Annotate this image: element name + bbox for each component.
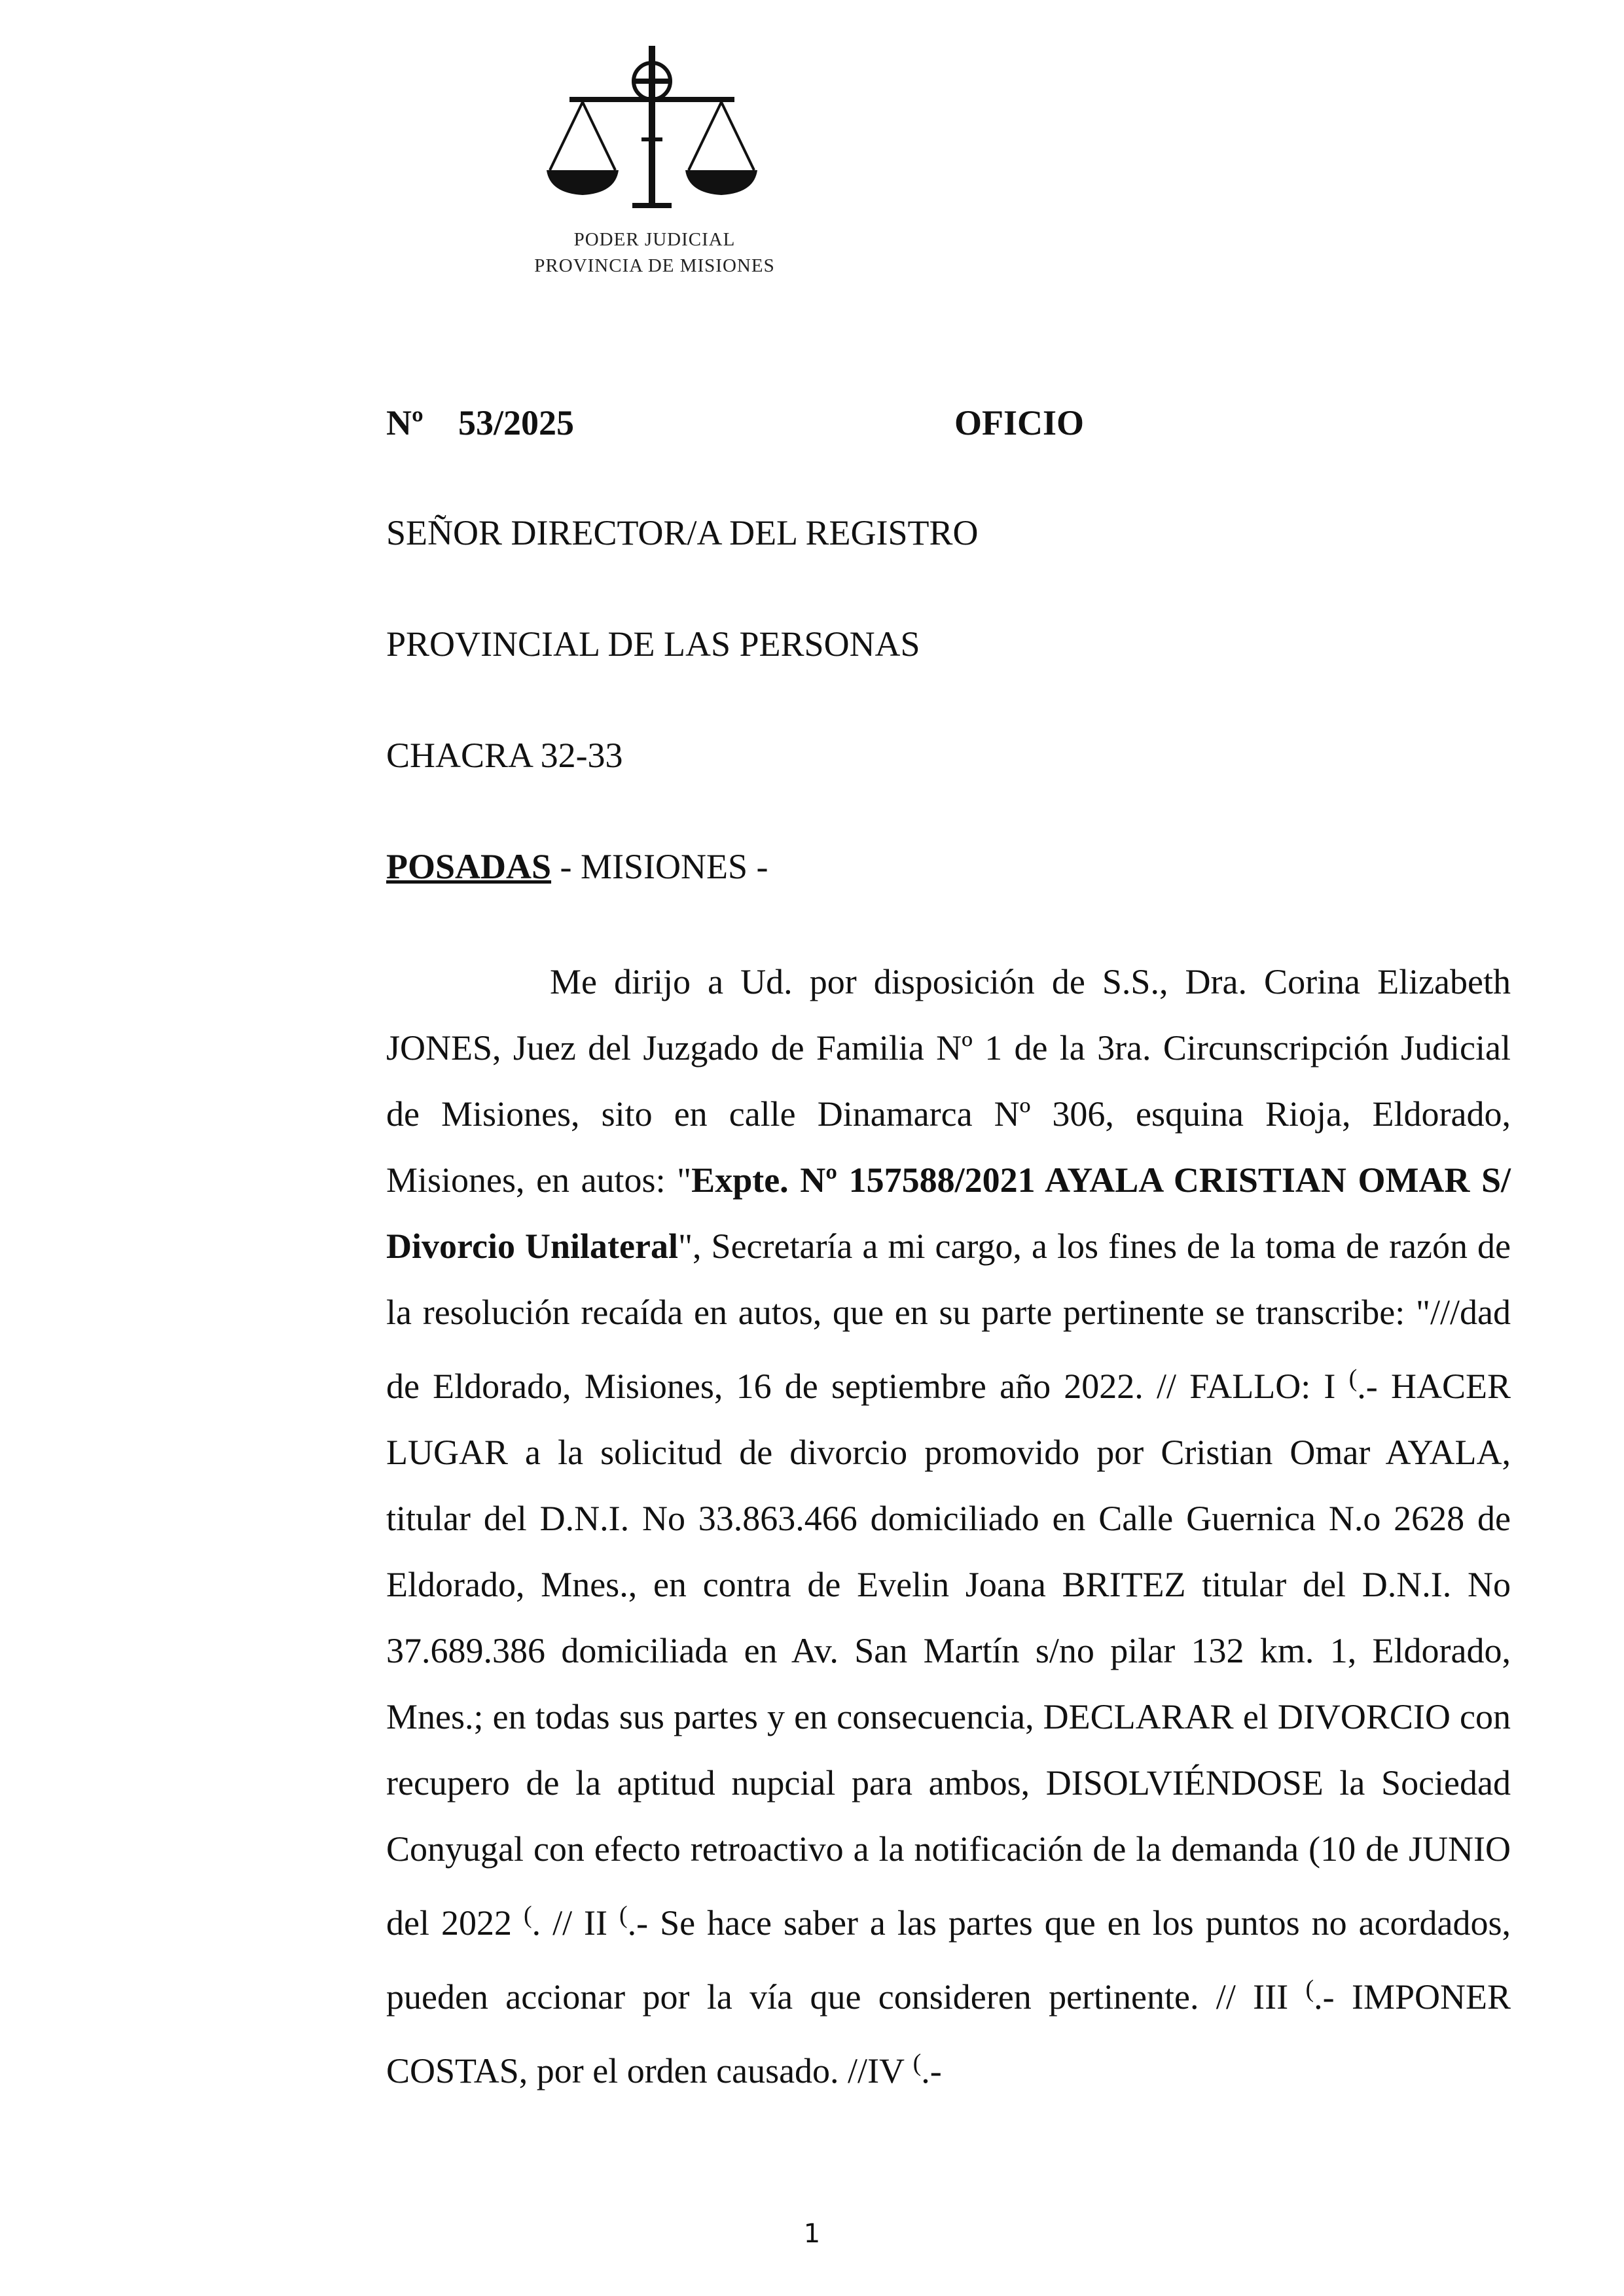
recipient-line2: PROVINCIAL DE LAS PERSONAS — [386, 624, 920, 664]
recipient-line1: SEÑOR DIRECTOR/A DEL REGISTRO — [386, 513, 979, 552]
glyph-mark: ( — [1305, 1975, 1314, 2003]
body-paragraph — [386, 949, 1511, 2104]
body-text-part7: .- — [921, 2051, 942, 2090]
recipient-line3: CHACRA 32-33 — [386, 736, 623, 775]
document-number: 53/2025 — [458, 403, 575, 442]
body-text-part4: . // II — [532, 1903, 620, 1943]
logo-text-line2: PROVINCIA DE MISIONES — [534, 255, 775, 276]
body-text-part2: ", Secretaría a mi cargo, a los fines de la toma de razón de la resolución recaída en autos, que en su parte pertinente se transcribe: "///dad de Eldorado, Misiones, 16 de septiembre año 2022. // FALLO: I — [386, 1227, 1511, 1406]
scales-of-justice-icon — [543, 39, 766, 223]
body-text-part6: .- IMPONER COSTAS, por el orden causado. //IV — [386, 1977, 1511, 2090]
recipient-city-line — [386, 846, 768, 887]
page-number: 1 — [803, 2219, 821, 2249]
recipient-province: - MISIONES - — [551, 847, 768, 886]
court-logo — [511, 39, 799, 288]
logo-text-line1: PODER JUDICIAL — [573, 229, 736, 250]
glyph-mark: ( — [523, 1901, 532, 1929]
recipient-city: POSADAS — [386, 847, 552, 886]
body-text-part5: .- Se hace saber a las partes que en los puntos no acordados, pueden accionar por la vía que consideren pertinente. // III — [386, 1903, 1511, 2017]
glyph-mark: ( — [1348, 1365, 1358, 1392]
glyph-mark: ( — [912, 2049, 922, 2077]
body-text-part1: Me dirijo a Ud. por disposición de S.S., Dra. Corina Elizabeth JONES, Juez del Juzgado de Familia Nº 1 de la 3ra. Circunscripción Judicial de Misiones, sito en calle Dinamarca Nº 306, esquina Rioja, Eldorado, Misiones, en autos: " — [386, 962, 1511, 1200]
glyph-mark: ( — [619, 1901, 628, 1929]
document-type: OFICIO — [954, 403, 1085, 442]
case-reference: Expte. Nº 157588/2021 AYALA CRISTIAN OMAR S/ Divorcio Unilateral — [386, 1160, 1511, 1266]
body-text-part3: .- HACER LUGAR a la solicitud de divorcio promovido por Cristian Omar AYALA, titular del D.N.I. No 33.863.466 domiciliado en Calle Guernica N.o 2628 de Eldorado, Mnes., en contra de Evelin Joana BRITEZ titular del D.N.I. No 37.689.386 domiciliada en Av. San Martín s/no pilar 132 km. 1, Eldorado, Mnes.; en todas sus partes y en consecuencia, DECLARAR el DIVORCIO con recupero de la aptitud nupcial para ambos, DISOLVIÉNDOSE la Sociedad Conyugal con efecto retroactivo a la notificación de la demanda (10 de JUNIO del 2022 — [386, 1367, 1511, 1943]
document-number-label: Nº — [386, 403, 424, 442]
